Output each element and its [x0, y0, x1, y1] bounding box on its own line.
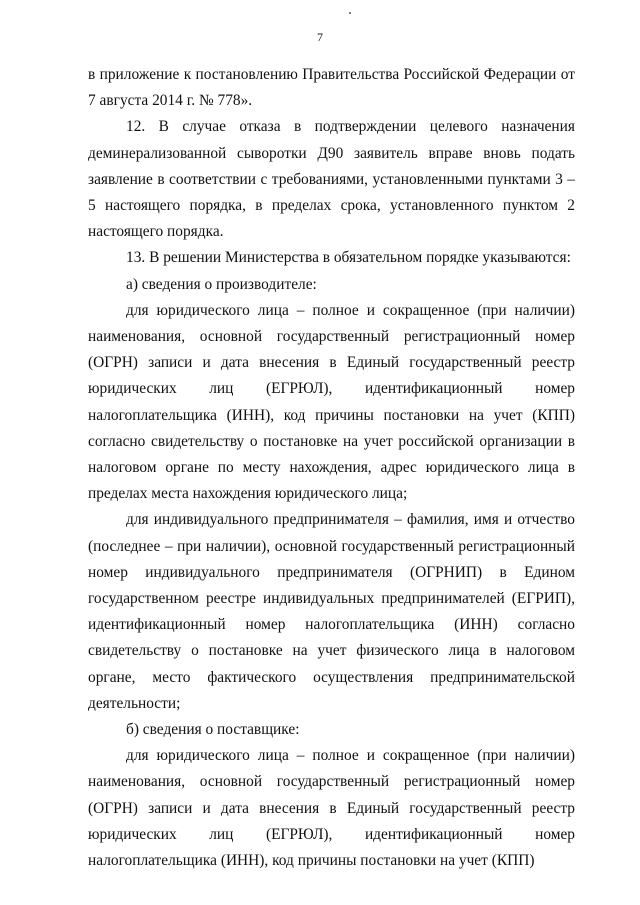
subitem-b-heading: б) сведения о поставщике: — [126, 721, 300, 739]
paragraph-13: 13. В решении Министерства в обязательном порядке указываются: — [126, 249, 571, 267]
scan-artifact-dot — [349, 12, 351, 14]
document-body — [88, 62, 575, 874]
supplier-legal-entity-paragraph: для юридического лица – полное и сокращенное (при наличии) наименования, основной государственный регистрационный номер (ОГРН) записи и дата внесения в Единый государственный реестр юридических лиц (ЕГРЮЛ), идентификационный номер налогоплательщика (ИНН), код причины постановки на учет (КПП) — [88, 747, 575, 870]
page-number: 7 — [317, 30, 323, 44]
paragraph-12: 12. В случае отказа в подтверждении целевого назначения деминерализованной сыворотки Д90 заявитель вправе вновь подать заявление в соответствии с требованиями, установленными пунктами 3 – 5 настоящего порядка, в пределах срока, установленного пунктом 2 настоящего порядка. — [88, 118, 575, 241]
subitem-a-heading: а) сведения о производителе: — [126, 275, 317, 293]
producer-legal-entity-paragraph: для юридического лица – полное и сокращенное (при наличии) наименования, основной государственный регистрационный номер (ОГРН) записи и дата внесения в Единый государственный реестр юридических лиц (ЕГРЮЛ), идентификационный номер налогоплательщика (ИНН), код причины постановки на учет (КПП) согласно свидетельству о постановке на учет российской организации в налоговом органе по месту нахождения, адрес юридического лица в пределах места нахождения юридического лица; — [88, 301, 575, 503]
producer-individual-entrepreneur-paragraph: для индивидуального предпринимателя – фамилия, имя и отчество (последнее – при наличии), основной государственный регистрационный номер индивидуального предпринимателя (ОГРНИП) в Едином государственном реестре индивидуальных предпринимателей (ЕГРИП), идентификационный номер налогоплательщика (ИНН) согласно свидетельству о постановке на учет физического лица в налоговом органе, место фактического осуществления предпринимательской деятельности; — [88, 511, 575, 712]
paragraph-continuation: в приложение к постановлению Правительства Российской Федерации от 7 августа 2014 г. № 778». — [88, 66, 575, 110]
